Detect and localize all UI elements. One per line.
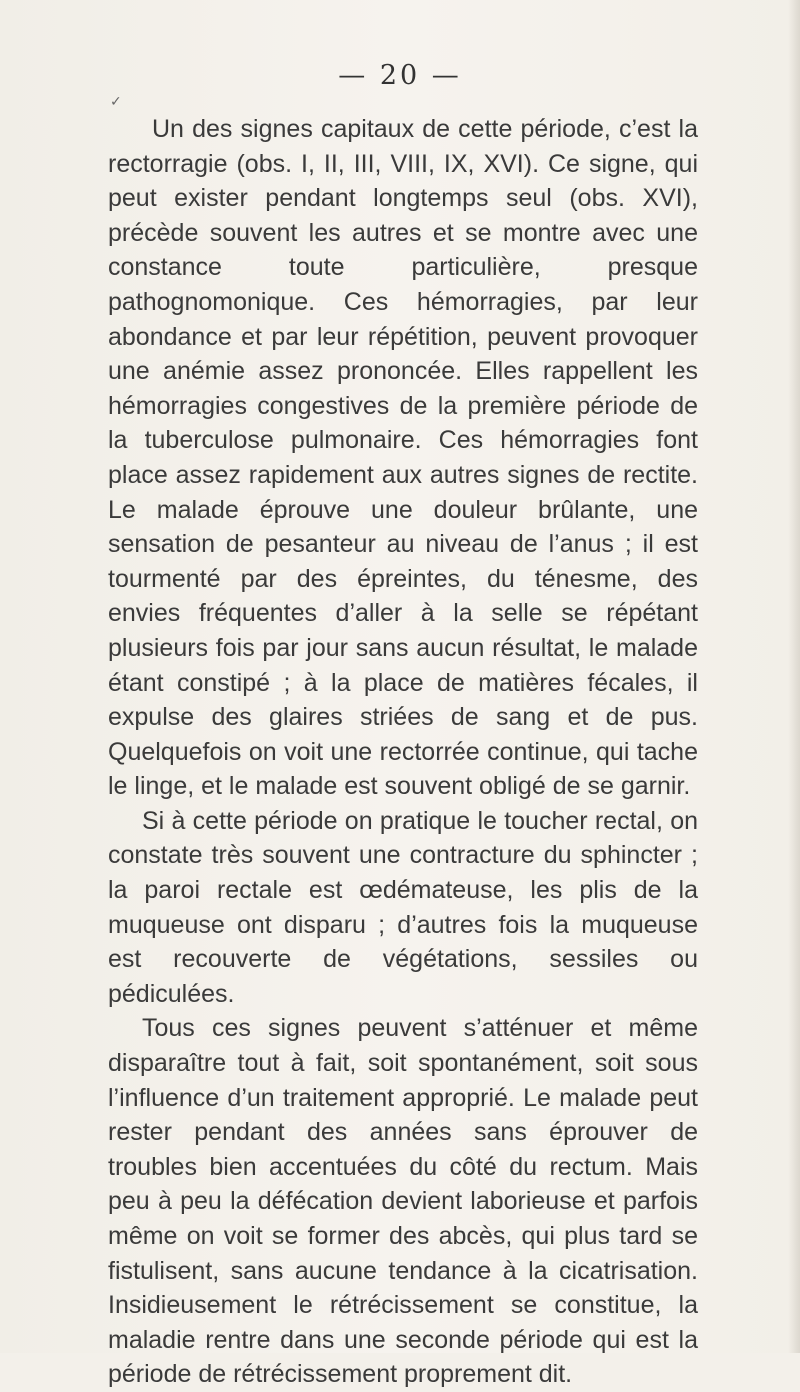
body-text: [108, 112, 698, 1392]
paragraph-rectorragie: Un des signes capitaux de cette période, c’est la rectorragie (obs. I, II, III, VIII, IX, XVI). Ce signe, qui peut exister pendant longtemps seul (obs. XVI), précède souvent les autres et se montre avec une constance toute particulière, presque pathognomonique. Ces hémorragies, par leur abondance et par leur répétition, peuvent provoquer une anémie assez prononcée. Elles rappellent les hémorragies congestives de la première période de la tuberculose pulmonaire. Ces hémorragies font place assez rapidement aux autres signes de rectite. Le malade éprouve une douleur brûlante, une sensation de pesanteur au niveau de l’anus ; il est tourmenté par des épreintes, du ténesme, des envies fréquentes d’aller à la selle se répétant plusieurs fois par jour sans aucun résultat, le malade étant constipé ; à la place de matières fécales, il expulse des glaires striées de sang et de pus. Quelquefois on voit une rectorrée continue, qui tache le linge, et le malade est souvent obligé de se garnir.: [108, 115, 698, 801]
page-edge-shadow: [788, 0, 800, 1353]
page-number: — 20 —: [338, 60, 462, 91]
paragraph-toucher-rectal: Si à cette période on pratique le toucher rectal, on constate très souvent une contracture du sphincter ; la paroi rectale est œdémateuse, les plis de la muqueuse ont disparu ; d’autres fois la muqueuse est recouverte de végétations, sessiles ou pédiculées.: [108, 806, 698, 1008]
paragraph-retrecissement: Tous ces signes peuvent s’atténuer et même disparaître tout à fait, soit spontanément, soit sous l’influence d’un traitement approprié. Le malade peut rester pendant des années sans éprouver de troubles bien accentuées du côté du rectum. Mais peu à peu la défécation devient laborieuse et parfois même on voit se former des abcès, qui plus tard se fistulisent, sans aucune tendance à la cicatrisation. Insidieusement le rétrécissement se constitue, la maladie rentre dans une seconde période qui est la période de rétrécissement proprement dit.: [108, 1014, 698, 1389]
check-mark-icon: ✓: [110, 94, 122, 110]
